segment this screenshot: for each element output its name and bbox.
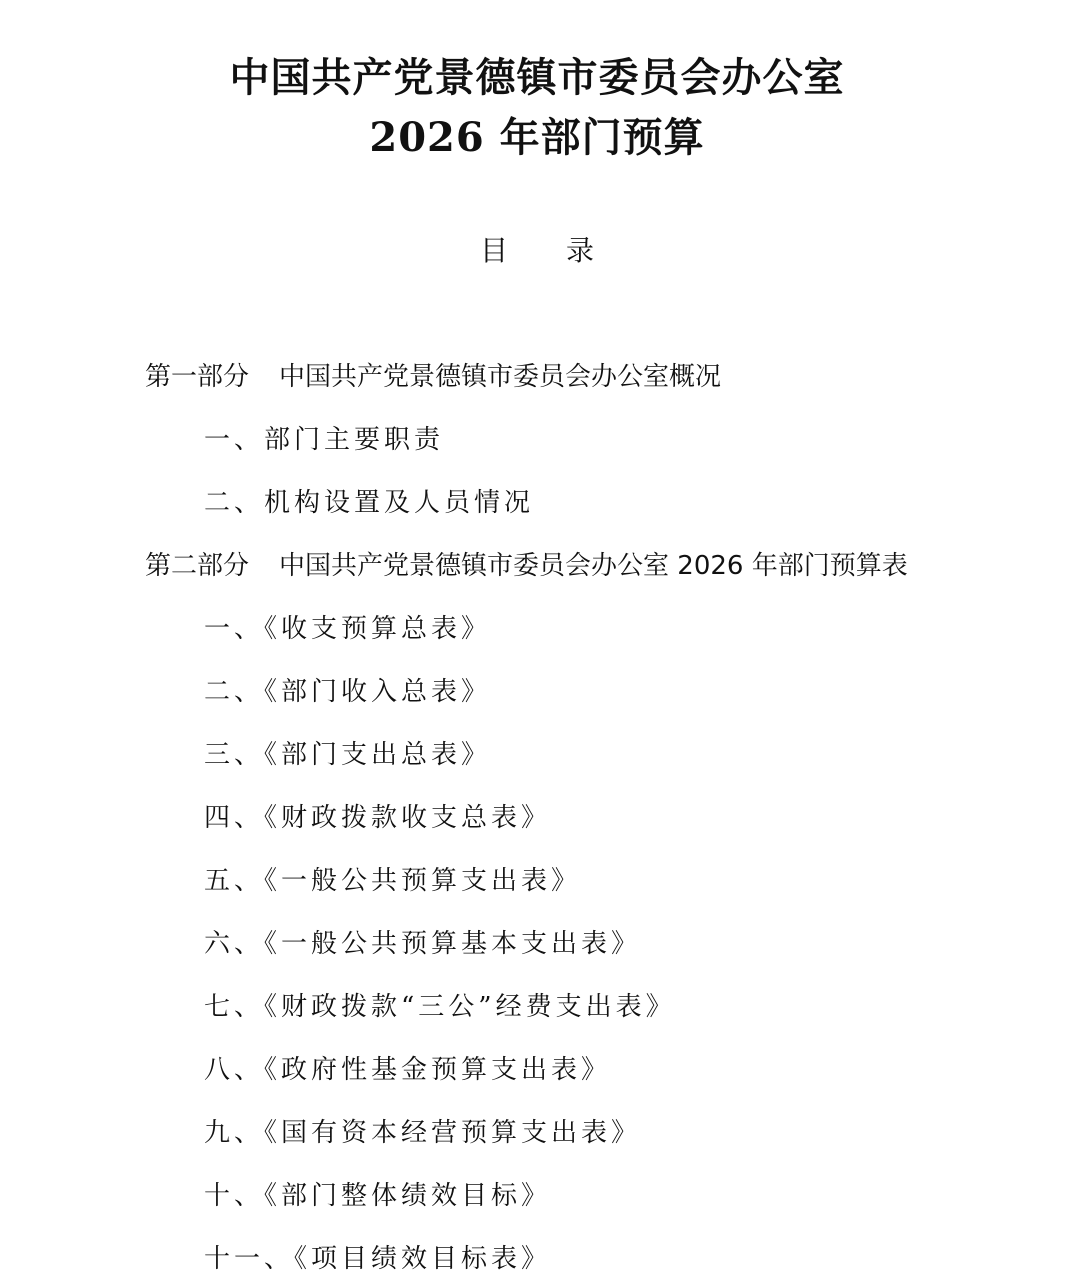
toc-item: 九、《国有资本经营预算支出表》 (204, 1118, 642, 1148)
toc-part-2-label: 第二部分 (145, 551, 250, 581)
toc-part-1 (145, 360, 721, 394)
toc-item: 三、《部门支出总表》 (204, 740, 492, 770)
toc-item: 一、部门主要职责 (204, 425, 445, 455)
toc-item: 六、《一般公共预算基本支出表》 (204, 929, 642, 959)
toc-item: 八、《政府性基金预算支出表》 (204, 1055, 612, 1085)
toc-part-1-label: 第一部分 (145, 362, 250, 392)
toc-heading-char-2: 录 (566, 234, 595, 267)
toc-part-2 (145, 549, 908, 583)
title-line-2: 2026 年部门预算 (369, 114, 705, 161)
toc-item: 二、机构设置及人员情况 (204, 488, 535, 518)
toc-item: 一、《收支预算总表》 (204, 614, 492, 644)
toc-item: 二、《部门收入总表》 (204, 677, 492, 707)
toc-part-2-title: 中国共产党景德镇市委员会办公室 2026 年部门预算表 (279, 551, 908, 581)
toc-heading-char-1: 目 (479, 234, 508, 267)
toc-item: 五、《一般公共预算支出表》 (204, 866, 582, 896)
toc-item: 四、《财政拨款收支总表》 (204, 803, 552, 833)
toc-item: 十一、《项目绩效目标表》 (204, 1244, 552, 1274)
title-line-1: 中国共产党景德镇市委员会办公室 (229, 54, 845, 101)
toc-part-1-title: 中国共产党景德镇市委员会办公室概况 (279, 362, 722, 392)
toc-item: 十、《部门整体绩效目标》 (204, 1181, 552, 1211)
toc-item: 七、《财政拨款“三公”经费支出表》 (204, 992, 676, 1022)
toc-heading (0, 234, 1074, 268)
